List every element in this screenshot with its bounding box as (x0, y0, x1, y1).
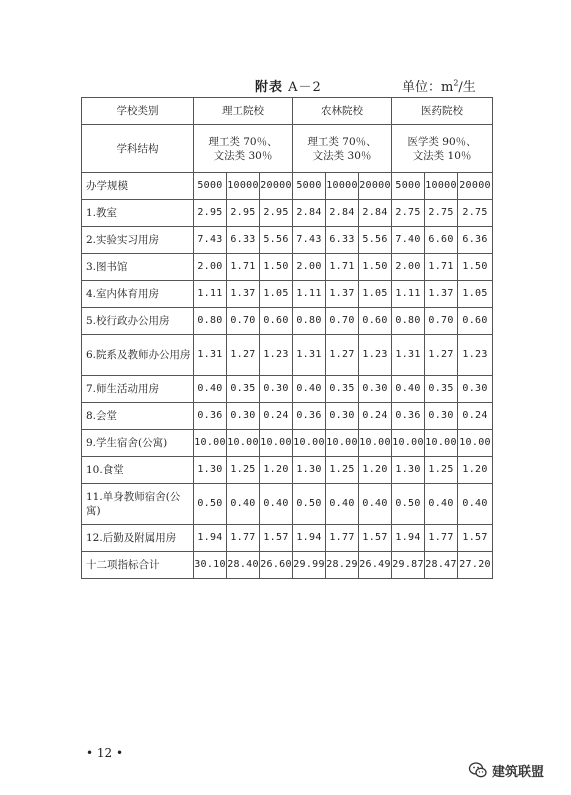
row-label: 十二项指标合计 (82, 552, 194, 579)
scale-cell: 10000 (227, 173, 260, 200)
value-cell: 0.60 (359, 308, 392, 335)
value-cell: 2.95 (194, 200, 227, 227)
value-cell: 0.30 (326, 403, 359, 430)
value-cell: 7.43 (194, 227, 227, 254)
value-cell: 1.77 (227, 525, 260, 552)
value-cell: 1.30 (293, 457, 326, 484)
row-label: 7.师生活动用房 (82, 376, 194, 403)
value-cell: 1.30 (194, 457, 227, 484)
table-row (82, 525, 493, 552)
value-cell: 1.77 (326, 525, 359, 552)
value-cell: 1.57 (458, 525, 493, 552)
header-row-scale (82, 173, 493, 200)
value-cell: 1.23 (260, 335, 293, 376)
structure-line: 理工类 70％、 (208, 135, 278, 148)
header-row-school-type (82, 98, 493, 125)
structure-medical (392, 125, 493, 173)
value-cell: 0.40 (260, 484, 293, 525)
scale-cell: 5000 (293, 173, 326, 200)
unit-suffix: /生 (458, 80, 476, 95)
value-cell: 10.00 (425, 430, 458, 457)
value-cell: 1.37 (227, 281, 260, 308)
table-row (82, 200, 493, 227)
scale-cell: 5000 (392, 173, 425, 200)
value-cell: 30.10 (194, 552, 227, 579)
structure-engineering (194, 125, 293, 173)
value-cell: 1.11 (293, 281, 326, 308)
structure-line: 理工类 70％、 (307, 135, 377, 148)
row-label: 3.图书馆 (82, 254, 194, 281)
value-cell: 0.80 (194, 308, 227, 335)
table-row (82, 430, 493, 457)
value-cell: 26.49 (359, 552, 392, 579)
value-cell: 0.30 (260, 376, 293, 403)
value-cell: 0.36 (194, 403, 227, 430)
value-cell: 10.00 (194, 430, 227, 457)
scale-cell: 10000 (326, 173, 359, 200)
table-title-rest: A－2 (283, 80, 322, 95)
value-cell: 1.50 (260, 254, 293, 281)
value-cell: 0.35 (326, 376, 359, 403)
table-row (82, 335, 493, 376)
value-cell: 1.94 (293, 525, 326, 552)
value-cell: 2.00 (194, 254, 227, 281)
value-cell: 0.70 (227, 308, 260, 335)
value-cell: 1.23 (458, 335, 493, 376)
row-label: 1.教室 (82, 200, 194, 227)
value-cell: 5.56 (359, 227, 392, 254)
header-row-structure (82, 125, 493, 173)
value-cell: 0.40 (326, 484, 359, 525)
unit-label (402, 76, 476, 95)
table-row (82, 227, 493, 254)
value-cell: 0.40 (359, 484, 392, 525)
table-body (82, 98, 493, 579)
value-cell: 0.30 (359, 376, 392, 403)
structure-line: 文法类 30％ (312, 149, 372, 162)
value-cell: 2.95 (227, 200, 260, 227)
value-cell: 1.11 (392, 281, 425, 308)
value-cell: 1.25 (326, 457, 359, 484)
corner-label: 学校类别 (82, 98, 194, 125)
value-cell: 1.27 (227, 335, 260, 376)
value-cell: 2.00 (293, 254, 326, 281)
value-cell: 0.36 (392, 403, 425, 430)
value-cell: 1.23 (359, 335, 392, 376)
table-row (82, 403, 493, 430)
value-cell: 29.87 (392, 552, 425, 579)
group-header-engineering: 理工院校 (194, 98, 293, 125)
structure-line: 医学类 90％、 (407, 135, 477, 148)
table-row (82, 254, 493, 281)
value-cell: 1.05 (260, 281, 293, 308)
value-cell: 10.00 (359, 430, 392, 457)
row-label: 8.会堂 (82, 403, 194, 430)
value-cell: 0.60 (458, 308, 493, 335)
value-cell: 1.11 (194, 281, 227, 308)
value-cell: 0.36 (293, 403, 326, 430)
value-cell: 0.40 (227, 484, 260, 525)
value-cell: 2.75 (392, 200, 425, 227)
scale-cell: 20000 (458, 173, 493, 200)
value-cell: 2.75 (425, 200, 458, 227)
value-cell: 2.00 (392, 254, 425, 281)
value-cell: 0.80 (392, 308, 425, 335)
structure-line: 文法类 10％ (412, 149, 472, 162)
value-cell: 0.35 (425, 376, 458, 403)
value-cell: 0.50 (392, 484, 425, 525)
scale-label: 办学规模 (82, 173, 194, 200)
value-cell: 0.40 (194, 376, 227, 403)
value-cell: 6.33 (326, 227, 359, 254)
value-cell: 0.35 (227, 376, 260, 403)
value-cell: 0.60 (260, 308, 293, 335)
value-cell: 0.70 (326, 308, 359, 335)
value-cell: 1.27 (425, 335, 458, 376)
value-cell: 1.20 (260, 457, 293, 484)
row-label: 5.校行政办公用房 (82, 308, 194, 335)
value-cell: 0.40 (425, 484, 458, 525)
value-cell: 1.57 (359, 525, 392, 552)
value-cell: 0.80 (293, 308, 326, 335)
value-cell: 28.47 (425, 552, 458, 579)
row-label: 12.后勤及附属用房 (82, 525, 194, 552)
value-cell: 28.40 (227, 552, 260, 579)
value-cell: 1.77 (425, 525, 458, 552)
table-title-bold: 附表 (255, 80, 284, 95)
value-cell: 6.60 (425, 227, 458, 254)
value-cell: 2.95 (260, 200, 293, 227)
structure-line: 文法类 30％ (213, 149, 273, 162)
value-cell: 0.30 (458, 376, 493, 403)
value-cell: 7.43 (293, 227, 326, 254)
value-cell: 1.31 (293, 335, 326, 376)
value-cell: 29.99 (293, 552, 326, 579)
scale-cell: 10000 (425, 173, 458, 200)
value-cell: 1.37 (326, 281, 359, 308)
value-cell: 27.20 (458, 552, 493, 579)
value-cell: 10.00 (392, 430, 425, 457)
value-cell: 1.31 (194, 335, 227, 376)
table-row (82, 552, 493, 579)
value-cell: 1.71 (326, 254, 359, 281)
value-cell: 0.40 (392, 376, 425, 403)
table-row (82, 376, 493, 403)
value-cell: 28.29 (326, 552, 359, 579)
value-cell: 0.24 (359, 403, 392, 430)
value-cell: 0.24 (458, 403, 493, 430)
value-cell: 1.94 (392, 525, 425, 552)
value-cell: 0.70 (425, 308, 458, 335)
scale-cell: 20000 (260, 173, 293, 200)
value-cell: 10.00 (227, 430, 260, 457)
table-row (82, 484, 493, 525)
value-cell: 1.37 (425, 281, 458, 308)
group-header-medical: 医药院校 (392, 98, 493, 125)
value-cell: 0.40 (293, 376, 326, 403)
watermark (468, 760, 544, 780)
value-cell: 5.56 (260, 227, 293, 254)
table-row (82, 308, 493, 335)
value-cell: 1.94 (194, 525, 227, 552)
value-cell: 1.20 (359, 457, 392, 484)
value-cell: 0.30 (425, 403, 458, 430)
value-cell: 0.50 (194, 484, 227, 525)
group-header-agriculture: 农林院校 (293, 98, 392, 125)
row-label: 2.实验实习用房 (82, 227, 194, 254)
value-cell: 1.57 (260, 525, 293, 552)
value-cell: 10.00 (326, 430, 359, 457)
value-cell: 10.00 (293, 430, 326, 457)
value-cell: 1.25 (425, 457, 458, 484)
unit-superscript: 2 (453, 78, 459, 88)
structure-label: 学科结构 (82, 125, 194, 173)
value-cell: 10.00 (260, 430, 293, 457)
value-cell: 2.84 (359, 200, 392, 227)
row-label: 6.院系及教师办公用房 (82, 335, 194, 376)
value-cell: 1.71 (425, 254, 458, 281)
table-title (255, 76, 322, 95)
value-cell: 7.40 (392, 227, 425, 254)
value-cell: 0.50 (293, 484, 326, 525)
value-cell: 1.25 (227, 457, 260, 484)
value-cell: 2.84 (326, 200, 359, 227)
value-cell: 10.00 (458, 430, 493, 457)
value-cell: 0.30 (227, 403, 260, 430)
value-cell: 0.40 (458, 484, 493, 525)
value-cell: 2.84 (293, 200, 326, 227)
value-cell: 1.05 (458, 281, 493, 308)
value-cell: 1.71 (227, 254, 260, 281)
value-cell: 6.36 (458, 227, 493, 254)
row-label: 11.单身教师宿舍(公寓) (82, 484, 194, 525)
value-cell: 1.50 (458, 254, 493, 281)
value-cell: 1.50 (359, 254, 392, 281)
value-cell: 2.75 (458, 200, 493, 227)
value-cell: 1.30 (392, 457, 425, 484)
row-label: 9.学生宿舍(公寓) (82, 430, 194, 457)
row-label: 4.室内体育用房 (82, 281, 194, 308)
scale-cell: 20000 (359, 173, 392, 200)
scale-cell: 5000 (194, 173, 227, 200)
table-row (82, 457, 493, 484)
row-label: 10.食堂 (82, 457, 194, 484)
value-cell: 0.24 (260, 403, 293, 430)
value-cell: 1.27 (326, 335, 359, 376)
value-cell: 26.60 (260, 552, 293, 579)
structure-agriculture (293, 125, 392, 173)
space-indicator-table (81, 97, 493, 579)
watermark-text: 建筑联盟 (492, 764, 545, 780)
unit-prefix: 单位：m (402, 80, 454, 95)
page-number: • 12 • (86, 746, 124, 760)
value-cell: 1.20 (458, 457, 493, 484)
value-cell: 1.05 (359, 281, 392, 308)
value-cell: 6.33 (227, 227, 260, 254)
wechat-logo-icon (468, 760, 488, 780)
value-cell: 1.31 (392, 335, 425, 376)
table-row (82, 281, 493, 308)
